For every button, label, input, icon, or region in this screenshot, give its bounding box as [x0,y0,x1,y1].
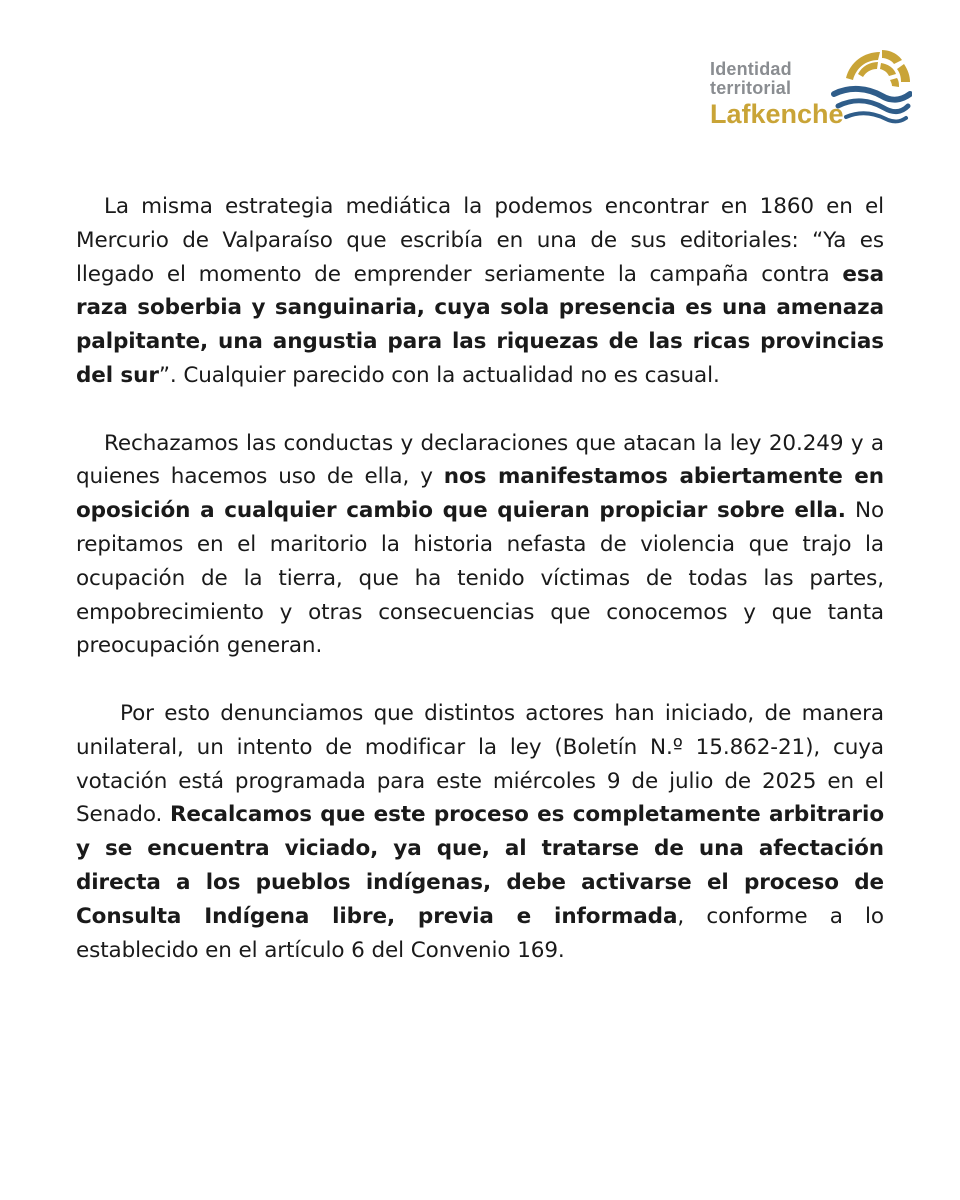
paragraph-3-text-a: Por esto denunciamos que distintos actores han iniciado, de manera unilateral, un intento de modificar la ley (Boletín N.º 15.862-21), cuya votación está programada para este miércoles 9 de julio de 2025 en el Senado. [76,700,884,828]
paragraph-1-text-b: ”. Cualquier parecido con la actualidad no es casual. [158,362,720,388]
paragraph-2-text-a: Rechazamos las conductas y declaraciones que atacan la ley 20.249 y a quienes hacemos uso de ella, y [76,430,884,490]
logo-line-territorial: territorial [710,78,792,98]
logo [700,40,930,140]
paragraph-3-bold-statement: Recalcamos que este proceso es completamente arbitrario y se encuentra viciado, ya que, al tratarse de una afectación directa a los pueblos indígenas, debe activarse el proceso de Consulta Indígena libre, previa e informada [76,802,884,929]
paragraph-2-text-b: No repitamos en el maritorio la historia nefasta de violencia que trajo la ocupación de la tierra, que ha tenido víctimas de todas las partes, empobrecimiento y otras consecuencias que conocemos y que tanta preocupación generan. [76,498,884,659]
logo-line-identidad: Identidad [710,59,792,79]
sun-waves-icon [828,44,912,128]
paragraph-2 [76,427,884,664]
paragraph-1-bold-quote: esa raza soberbia y sanguinaria, cuya sola presencia es una amenaza palpitante, una angustia para las riquezas de las ricas provincias del sur [76,261,884,388]
document-body [76,190,884,1001]
paragraph-1-text-a: La misma estrategia mediática la podemos encontrar en 1860 en el Mercurio de Valparaíso que escribía en una de sus editoriales: “Ya es llegado el momento de emprender seriamente la campaña contra [76,194,884,287]
logo-text [710,60,844,129]
paragraph-3-text-b: , conforme a lo establecido en el artículo 6 del Convenio 169. [76,903,884,963]
paragraph-1 [76,190,884,393]
logo-line-lafkenche: Lafkenche [710,99,844,129]
paragraph-3 [76,697,884,967]
paragraph-2-bold-statement: nos manifestamos abiertamente en oposición a cualquier cambio que quieran propiciar sobre ella. [76,464,884,524]
